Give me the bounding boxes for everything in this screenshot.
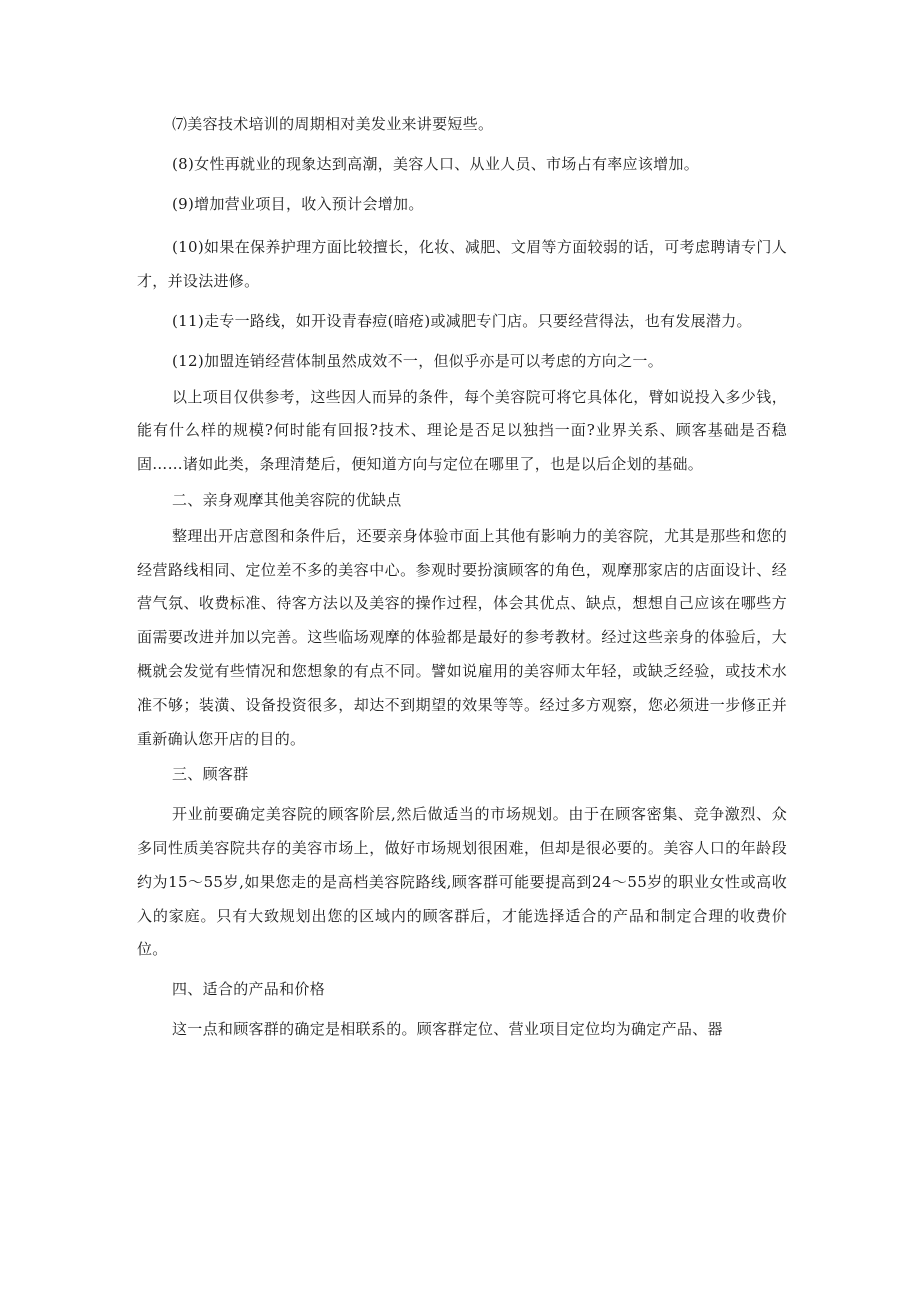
paragraph-customer-group: 开业前要确定美容院的顾客阶层,然后做适当的市场规划。由于在顾客密集、竞争激烈、众多同性质美容院共存的美容市场上，做好市场规划很困难，但却是很必要的。美容人口的年龄段约为15～55岁,如果您走的是高档美容院路线,顾客群可能要提高到24～55岁的职业女性或高收入的家庭。只有大致规划出您的区域内的顾客群后，才能选择适合的产品和制定合理的收费价位。: [137, 805, 787, 959]
paragraph-item-11: (11)走专一路线，如开设青春痘(暗疮)或减肥专门店。只要经营得法，也有发展潜力。: [172, 311, 752, 330]
paragraph-item-9: (9)增加营业项目，收入预计会增加。: [172, 194, 424, 213]
paragraph-products: 这一点和顾客群的确定是相联系的。顾客群定位、营业项目定位均为确定产品、器: [172, 1019, 723, 1038]
paragraph-item-10: (10)如果在保养护理方面比较擅长，化妆、减肥、文眉等方面较弱的话，可考虑聘请专门人才，并设法进修。: [137, 238, 787, 291]
document-body: [137, 108, 787, 1053]
paragraph-item-8: (8)女性再就业的现象达到高潮，美容人口、从业人员、市场占有率应该增加。: [172, 154, 700, 173]
paragraph-item-12: (12)加盟连销经营体制虽然成效不一，但似乎亦是可以考虑的方向之一。: [172, 351, 663, 370]
section-heading-3: 三、顾客群: [172, 765, 249, 784]
paragraph-summary: 以上项目仅供参考，这些因人而异的条件，每个美容院可将它具体化，臂如说投入多少钱，能有什么样的规模?何时能有回报?技术、理论是否足以独挡一面?业界关系、顾客基础是否稳固……诸如此类，条理清楚后，便知道方向与定位在哪里了，也是以后企划的基础。: [137, 387, 787, 474]
section-heading-2: 二、亲身观摩其他美容院的优缺点: [172, 490, 402, 509]
section-heading-4: 四、适合的产品和价格: [172, 980, 326, 999]
paragraph-item-7: ⑺美容技术培训的周期相对美发业来讲要短些。: [172, 115, 494, 133]
paragraph-observation: 整理出开店意图和条件后，还要亲身体验市面上其他有影响力的美容院，尤其是那些和您的经营路线相同、定位差不多的美容中心。参观时要扮演顾客的角色，观摩那家店的店面设计、经营气氛、收费标准、待客方法以及美容的操作过程，体会其优点、缺点，想想自己应该在哪些方面需要改进并加以完善。这些临场观摩的体验都是最好的参考教材。经过这些亲身的体验后，大概就会发觉有些情况和您想象的有点不同。譬如说雇用的美容师太年轻，或缺乏经验，或技术水准不够；装潢、设备投资很多，却达不到期望的效果等等。经过多方观察，您必须进一步修正并重新确认您开店的目的。: [137, 526, 787, 748]
